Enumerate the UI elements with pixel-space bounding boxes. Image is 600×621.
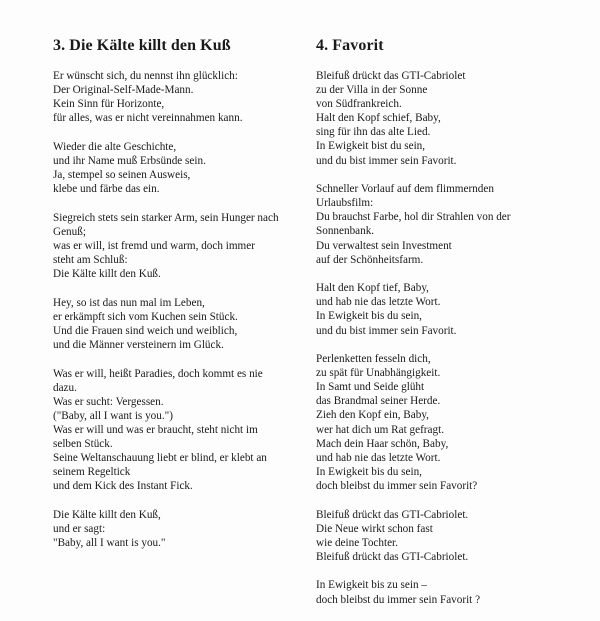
stanza [53,296,305,352]
left-song-lyrics [53,69,305,550]
stanza [53,140,305,196]
lyric-line: Perlenketten fesseln dich, [316,353,431,366]
lyric-line: Ja, stempel so seinen Ausweis, [53,169,191,182]
stanza [53,211,305,281]
lyric-line: das Brandmal seiner Herde. [316,395,441,408]
song-title-favorit: 4. Favorit [316,37,384,54]
lyric-line: Was er sucht: Vergessen. [53,395,164,408]
stanza [316,578,586,606]
lyric-line: In Ewigkeit bis zu sein – [316,579,427,592]
lyric-line: In Samt und Seide glüht [316,381,425,394]
lyric-line: Genuß; [53,225,86,238]
lyric-line: Bleifuß drückt das GTI-Cabriolet. [316,508,469,521]
lyric-line: Halt den Kopf schief, Baby, [316,112,441,125]
lyric-line: In Ewigkeit bis du sein, [316,465,422,478]
lyric-line: und ihr Name muß Erbsünde sein. [53,154,206,167]
lyric-line: Und die Frauen sind weich und weiblich, [53,324,238,337]
lyric-line: Urlaubsfilm: [316,197,374,210]
lyric-line: klebe und färbe das ein. [53,183,160,196]
lyric-line: doch bleibst du immer sein Favorit ? [316,593,481,606]
lyric-line: selben Stück. [53,438,113,451]
stanza [53,69,305,125]
lyric-line: Seine Weltanschauung liebt er blind, er klebt an [53,452,267,465]
stanza [316,352,586,493]
lyric-line: dazu. [53,381,77,394]
lyric-line: Der Original-Self-Made-Mann. [53,84,194,97]
stanza [53,508,305,550]
right-song-lyrics [316,69,586,607]
left-song [53,36,305,565]
lyric-line: Was er will, heißt Paradies, doch kommt es nie [53,367,263,380]
lyric-line: seinem Regeltick [53,466,131,479]
lyric-line: steht am Schluß: [53,254,128,267]
lyric-line: Siegreich stets sein starker Arm, sein Hunger nach [53,211,279,224]
lyric-line: Du verwaltest sein Investment [316,239,452,252]
lyric-line: wer hat dich um Rat gefragt. [316,423,444,436]
lyric-line: für alles, was er nicht vereinnahmen kann. [53,112,243,125]
lyric-line: Kein Sinn für Horizonte, [53,98,165,111]
lyric-line: ("Baby, all I want is you.") [53,409,173,422]
lyric-line: er erkämpft sich vom Kuchen sein Stück. [53,310,238,323]
lyric-line: und du bist immer sein Favorit. [316,324,457,337]
lyric-line: doch bleibst du immer sein Favorit? [316,479,478,492]
lyric-line: und er sagt: [53,523,106,536]
lyric-line: wie deine Tochter. [316,536,398,549]
lyric-line: zu der Villa in der Sonne [316,84,428,97]
lyric-line: und du bist immer sein Favorit. [316,154,457,167]
lyric-line: Die Neue wirkt schon fast [316,522,433,535]
stanza [53,367,305,494]
lyric-line: sing für ihn das alte Lied. [316,126,431,139]
lyric-line: Halt den Kopf tief, Baby, [316,282,429,295]
lyric-line: und die Männer versteinern im Glück. [53,339,224,351]
lyric-line: Die Kälte killt den Kuß, [53,508,161,521]
lyric-line: Bleifuß drückt das GTI-Cabriolet [316,70,466,82]
lyric-line: Zieh den Kopf ein, Baby, [316,409,429,422]
lyric-line: In Ewigkeit bist du sein, [316,140,426,153]
lyric-line: und hab nie das letzte Wort. [316,451,441,464]
stanza [316,182,586,267]
stanza [316,508,586,564]
stanza [316,281,586,337]
lyric-line: Bleifuß drückt das GTI-Cabriolet. [316,550,469,563]
lyric-line: und dem Kick des Instant Fick. [53,480,193,493]
lyric-line: Mach dein Haar schön, Baby, [316,437,449,450]
lyric-line: Wieder die alte Geschichte, [53,140,177,153]
stanza [316,69,586,168]
lyric-line: Er wünscht sich, du nennst ihn glücklich: [53,70,238,82]
lyric-line: von Südfrankreich. [316,98,402,111]
lyric-line: Hey, so ist das nun mal im Leben, [53,296,205,309]
lyric-line: Die Kälte killt den Kuß. [53,268,161,281]
lyric-line: Du brauchst Farbe, hol dir Strahlen von der [316,211,511,224]
song-title-die-kaelte-killt-den-kuss: 3. Die Kälte killt den Kuß [53,37,231,54]
lyric-line: Sonnenbank. [316,225,375,238]
lyric-line: "Baby, all I want is you." [53,537,166,550]
lyric-line: und hab nie das letzte Wort. [316,296,441,309]
lyric-line: Schneller Vorlauf auf dem flimmernden [316,183,494,196]
lyric-line: zu spät für Unabhängigkeit. [316,367,441,380]
lyric-line: was er will, ist fremd und warm, doch immer [53,239,255,252]
lyric-line: Was er will und was er braucht, steht nicht im [53,423,258,436]
lyric-line: auf der Schönheitsfarm. [316,253,424,266]
right-song [316,36,586,621]
lyric-line: In Ewigkeit bis du sein, [316,310,422,323]
